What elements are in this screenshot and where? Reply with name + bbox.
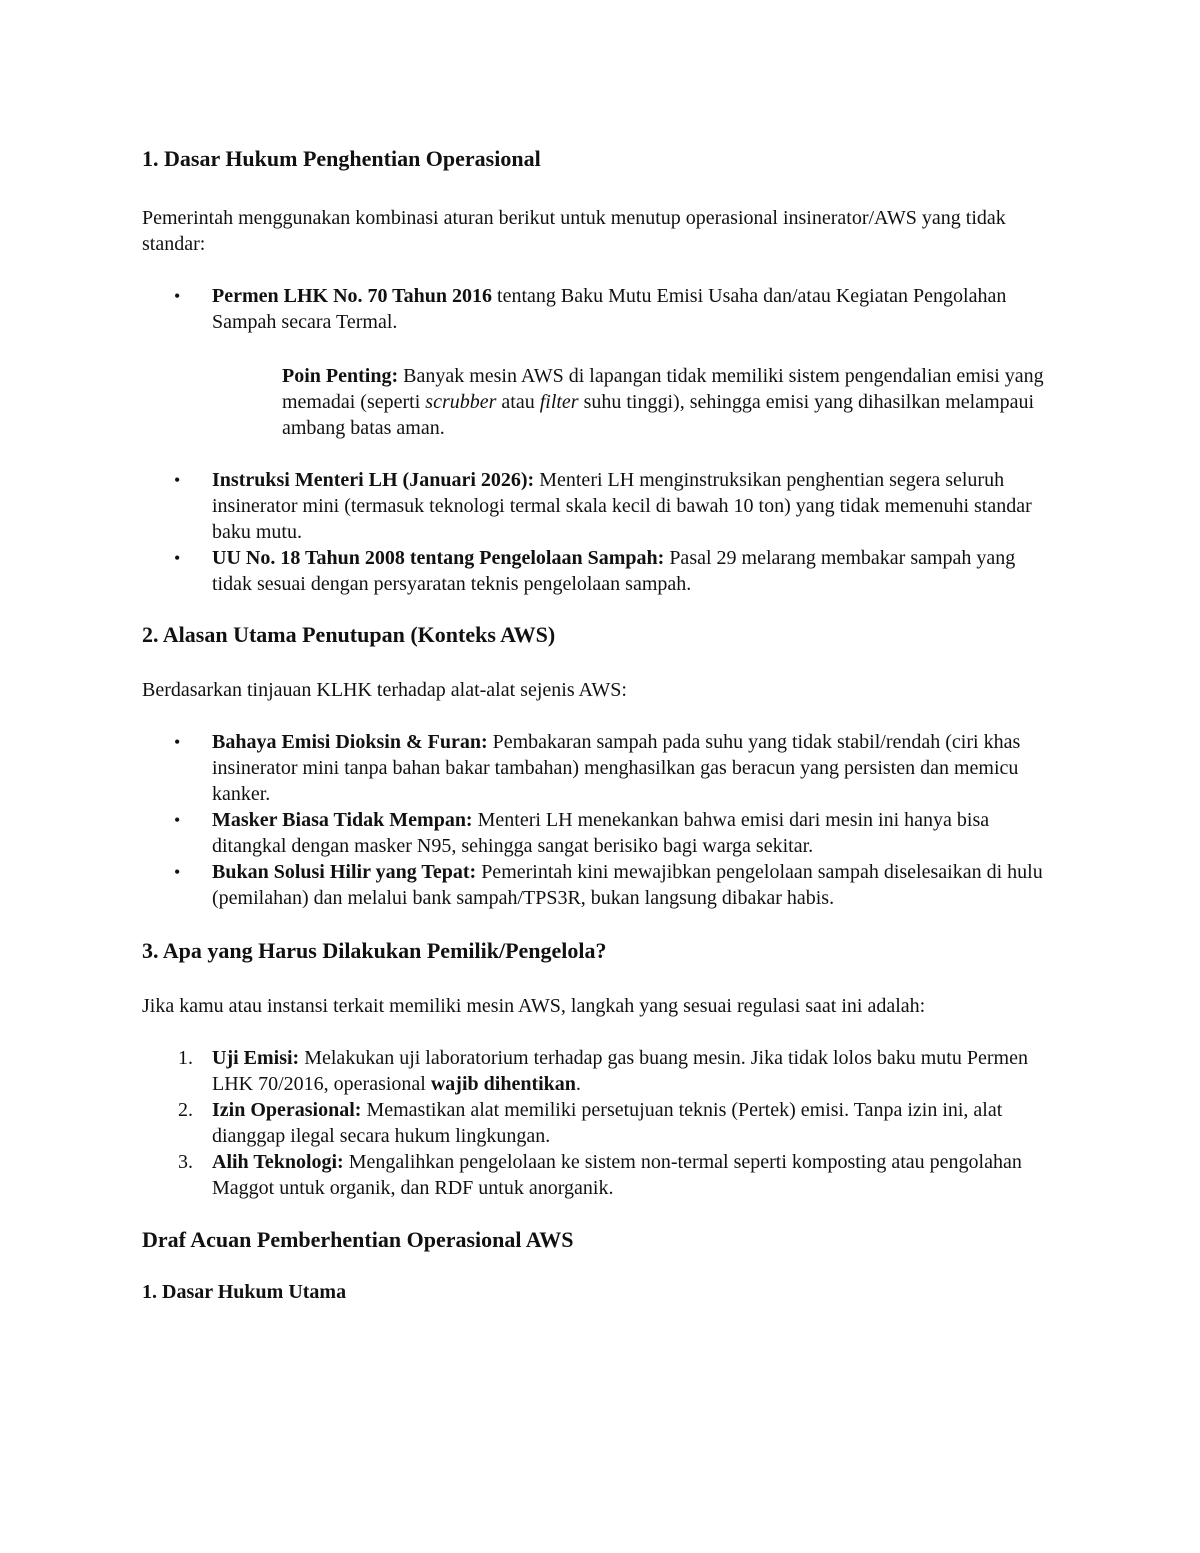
note-text: Banyak mesin AWS di lapangan tidak memiliki sistem pengendalian emisi yang memadai (seperti bbox=[282, 365, 1044, 413]
step-number: 3. bbox=[178, 1151, 193, 1173]
item-text: Pemerintah kini mewajibkan pengelolaan sampah diselesaikan di hulu (pemilahan) dan melalui bank sampah/TPS3R, bukan langsung dibakar habis. bbox=[212, 861, 1043, 909]
bullet-icon: • bbox=[174, 470, 181, 490]
item-text: tentang Baku Mutu Emisi Usaha dan/atau Kegiatan Pengolahan Sampah secara Termal. bbox=[212, 285, 1007, 333]
bullet-icon: • bbox=[174, 548, 181, 568]
bullet-icon: • bbox=[174, 810, 181, 830]
item-text: Memastikan alat memiliki persetujuan teknis (Pertek) emisi. Tanpa izin ini, alat dianggap ilegal secara hukum lingkungan. bbox=[212, 1099, 1003, 1147]
bullet-list bbox=[142, 283, 1058, 335]
note-text: atau bbox=[496, 391, 540, 413]
section-intro: Pemerintah menggunakan kombinasi aturan berikut untuk menutup operasional insinerator/AWS yang tidak standar: bbox=[142, 207, 1006, 255]
item-text: Pasal 29 melarang membakar sampah yang tidak sesuai dengan persyaratan teknis pengelolaan sampah. bbox=[212, 547, 1016, 595]
item-bold-label: UU No. 18 Tahun 2008 tentang Pengelolaan Sampah: bbox=[212, 547, 665, 569]
list-item bbox=[142, 859, 1058, 911]
item-bold-label: Izin Operasional: bbox=[212, 1099, 362, 1121]
item-text: Mengalihkan pengelolaan ke sistem non-termal seperti komposting atau pengolahan Maggot untuk organik, dan RDF untuk anorganik. bbox=[212, 1151, 1022, 1199]
bullet-icon: • bbox=[174, 732, 181, 752]
item-bold-label: Bahaya Emisi Dioksin & Furan: bbox=[212, 731, 488, 753]
item-bold-label: Instruksi Menteri LH (Januari 2026): bbox=[212, 469, 535, 491]
list-item bbox=[142, 545, 1058, 597]
list-item bbox=[142, 283, 1058, 335]
document-content bbox=[142, 142, 1058, 1305]
item-text: Menteri LH menekankan bahwa emisi dari mesin ini hanya bisa ditangkal dengan masker N95, sehingga sangat berisiko bagi warga sekitar. bbox=[212, 809, 990, 857]
item-bold-label: Uji Emisi: bbox=[212, 1047, 300, 1069]
section-intro: Jika kamu atau instansi terkait memiliki mesin AWS, langkah yang sesuai regulasi saat ini adalah: bbox=[142, 995, 926, 1017]
important-note bbox=[142, 363, 1058, 441]
bullet-list bbox=[142, 729, 1058, 911]
step-number: 1. bbox=[178, 1047, 193, 1069]
list-item bbox=[142, 1097, 1058, 1149]
section-heading-draf-acuan: Draf Acuan Pemberhentian Operasional AWS bbox=[142, 1227, 574, 1252]
list-item bbox=[142, 1149, 1058, 1201]
item-text: Pembakaran sampah pada suhu yang tidak stabil/rendah (ciri khas insinerator mini tanpa bahan bakar tambahan) menghasilkan gas beracun yang persisten dan memicu kanker. bbox=[212, 731, 1021, 805]
item-bold-label: Alih Teknologi: bbox=[212, 1151, 344, 1173]
subsection-heading-dasar-hukum-utama: 1. Dasar Hukum Utama bbox=[142, 1281, 347, 1303]
list-item bbox=[142, 729, 1058, 807]
bullet-list bbox=[142, 467, 1058, 597]
note-italic-term: scrubber bbox=[425, 391, 497, 413]
section-heading-alasan-utama: 2. Alasan Utama Penutupan (Konteks AWS) bbox=[142, 622, 556, 647]
item-bold-label: Masker Biasa Tidak Mempan: bbox=[212, 809, 473, 831]
list-item bbox=[142, 807, 1058, 859]
item-text: Melakukan uji laboratorium terhadap gas buang mesin. Jika tidak lolos baku mutu Permen LHK 70/2016, operasional bbox=[212, 1047, 1028, 1095]
list-item bbox=[142, 467, 1058, 545]
section-heading-dasar-hukum: 1. Dasar Hukum Penghentian Operasional bbox=[142, 146, 541, 171]
numbered-list bbox=[142, 1045, 1058, 1201]
bullet-icon: • bbox=[174, 862, 181, 882]
note-text: suhu tinggi), sehingga emisi yang dihasilkan melampaui ambang batas aman. bbox=[282, 391, 1035, 439]
note-label: Poin Penting: bbox=[282, 365, 399, 387]
item-bold-label: Permen LHK No. 70 Tahun 2016 bbox=[212, 285, 493, 307]
step-number: 2. bbox=[178, 1099, 193, 1121]
item-text: . bbox=[575, 1073, 581, 1095]
item-text: Menteri LH menginstruksikan penghentian segera seluruh insinerator mini (termasuk teknologi termal skala kecil di bawah 10 ton) yang tidak memenuhi standar baku mutu. bbox=[212, 469, 1032, 543]
note-italic-term: filter bbox=[539, 391, 579, 413]
section-intro: Berdasarkan tinjauan KLHK terhadap alat-alat sejenis AWS: bbox=[142, 679, 627, 701]
bullet-icon: • bbox=[174, 286, 181, 306]
item-bold-label: Bukan Solusi Hilir yang Tepat: bbox=[212, 861, 477, 883]
item-bold-emphasis: wajib dihentikan bbox=[430, 1073, 576, 1095]
list-item bbox=[142, 1045, 1058, 1097]
section-heading-langkah-pemilik: 3. Apa yang Harus Dilakukan Pemilik/Pengelola? bbox=[142, 938, 607, 963]
